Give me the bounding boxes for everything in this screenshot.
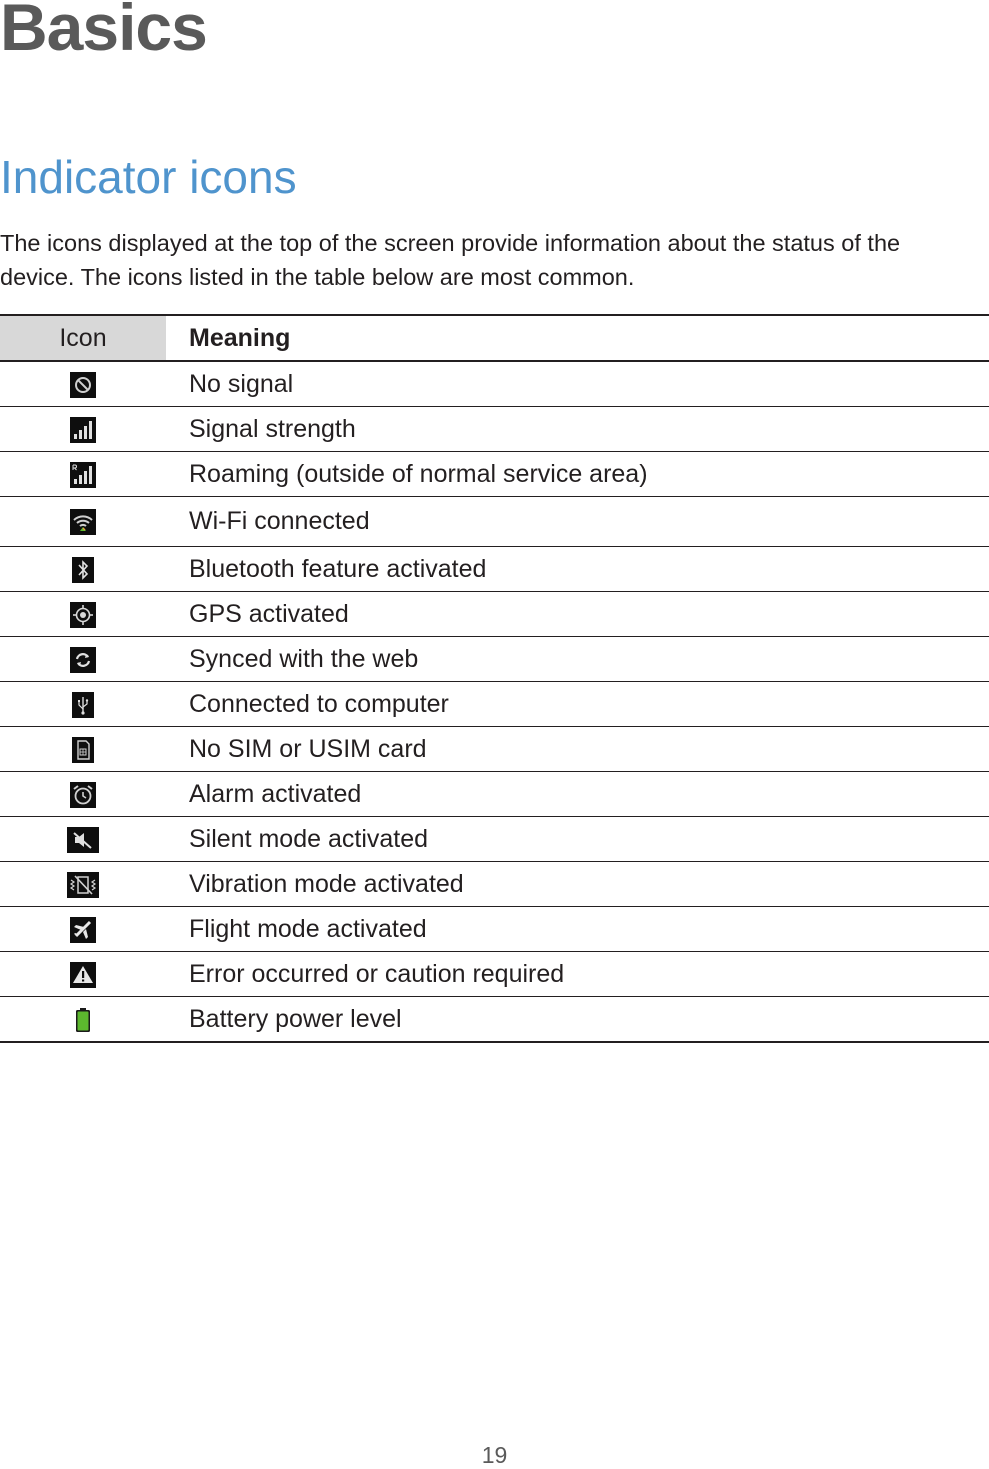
table-row (0, 952, 989, 997)
table-cell-meaning: Bluetooth feature activated (166, 547, 989, 592)
table-cell-meaning: Error occurred or caution required (166, 952, 989, 997)
icon-column-header: Icon (0, 315, 166, 361)
table-row (0, 452, 989, 497)
wifi-icon (70, 509, 96, 535)
usb-icon (72, 692, 94, 718)
no-signal-icon (70, 372, 96, 398)
table-row (0, 817, 989, 862)
meaning-column-header: Meaning (166, 315, 989, 361)
table-row (0, 907, 989, 952)
table-cell-meaning: Vibration mode activated (166, 862, 989, 907)
indicator-icons-table (0, 314, 989, 1043)
table-row (0, 997, 989, 1043)
table-cell-meaning: No SIM or USIM card (166, 727, 989, 772)
table-row (0, 407, 989, 452)
table-cell-meaning: Synced with the web (166, 637, 989, 682)
flight-mode-icon (70, 917, 96, 943)
table-row (0, 497, 989, 547)
intro-paragraph: The icons displayed at the top of the screen provide information about the status of the device. The icons listed in the table below are most common. (0, 230, 901, 290)
page-number: 19 (481, 1442, 508, 1468)
vibration-icon (67, 872, 99, 898)
table-cell-meaning: Battery power level (166, 997, 989, 1043)
table-header-row (0, 315, 989, 361)
table-row (0, 772, 989, 817)
roaming-icon (70, 462, 96, 488)
no-sim-icon (72, 737, 94, 763)
table-cell-meaning: Connected to computer (166, 682, 989, 727)
table-cell-meaning: Wi-Fi connected (166, 497, 989, 547)
table-cell-meaning: No signal (166, 361, 989, 407)
sync-icon (70, 647, 96, 673)
table-row (0, 727, 989, 772)
chapter-title: Basics (0, 0, 207, 64)
table-cell-meaning: Flight mode activated (166, 907, 989, 952)
gps-icon (70, 602, 96, 628)
bluetooth-icon (72, 557, 94, 583)
table-row (0, 682, 989, 727)
table-row (0, 592, 989, 637)
table-row (0, 862, 989, 907)
section-title: Indicator icons (0, 151, 297, 203)
warning-icon (70, 962, 96, 988)
signal-strength-icon (70, 417, 96, 443)
table-row (0, 361, 989, 407)
table-cell-meaning: Silent mode activated (166, 817, 989, 862)
alarm-icon (70, 782, 96, 808)
table-cell-meaning: Alarm activated (166, 772, 989, 817)
battery-icon (70, 1007, 96, 1033)
table-cell-meaning: GPS activated (166, 592, 989, 637)
silent-icon (67, 827, 99, 853)
table-cell-meaning: Signal strength (166, 407, 989, 452)
table-cell-meaning: Roaming (outside of normal service area) (166, 452, 989, 497)
table-row (0, 547, 989, 592)
table-row (0, 637, 989, 682)
